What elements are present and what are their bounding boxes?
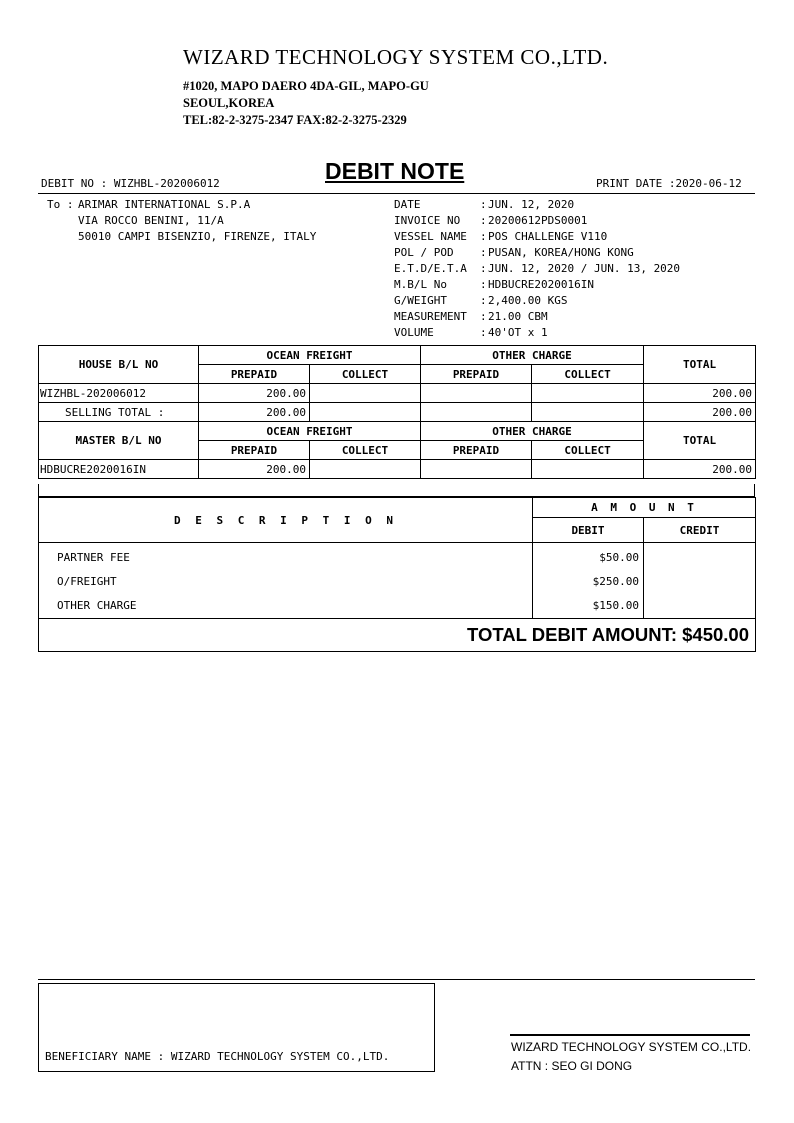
- master-bl-header: MASTER B/L NO: [39, 422, 199, 460]
- house-bl-header: HOUSE B/L NO: [39, 346, 199, 384]
- debit-number: DEBIT NO : WIZHBL-202006012: [41, 177, 220, 190]
- detail-colon: :: [480, 278, 487, 291]
- ocean-freight-collect: [310, 460, 421, 479]
- detail-value-date: JUN. 12, 2020: [488, 198, 575, 211]
- table-spacer: [38, 484, 755, 497]
- amount-header: A M O U N T: [533, 498, 756, 518]
- prepaid-header: PREPAID: [421, 365, 532, 384]
- charge-descriptions: [39, 543, 533, 619]
- detail-colon: :: [480, 262, 487, 275]
- charge-credits: [644, 543, 756, 619]
- detail-label-measurement: MEASUREMENT: [394, 310, 467, 323]
- debit-header: DEBIT: [533, 518, 644, 543]
- ocean-freight-prepaid: 200.00: [199, 460, 310, 479]
- prepaid-header: PREPAID: [199, 441, 310, 460]
- detail-label-date: DATE: [394, 198, 421, 211]
- recipient-address-line-2: 50010 CAMPI BISENZIO, FIRENZE, ITALY: [78, 230, 317, 243]
- collect-header: COLLECT: [532, 365, 644, 384]
- row-total: 200.00: [644, 460, 756, 479]
- selling-total-total: 200.00: [644, 403, 756, 422]
- prepaid-header: PREPAID: [199, 365, 310, 384]
- detail-value-weight: 2,400.00 KGS: [488, 294, 568, 307]
- charge-item-description: O/FREIGHT: [57, 575, 117, 588]
- detail-colon: :: [480, 246, 487, 259]
- detail-label-volume: VOLUME: [394, 326, 434, 339]
- detail-label-weight: G/WEIGHT: [394, 294, 447, 307]
- collect-header: COLLECT: [310, 365, 421, 384]
- description-header: D E S C R I P T I O N: [39, 498, 533, 543]
- detail-colon: :: [480, 230, 487, 243]
- to-label: To :: [47, 198, 74, 211]
- selling-total-ocean-collect: [310, 403, 421, 422]
- beneficiary-name: BENEFICIARY NAME : WIZARD TECHNOLOGY SYSTEM CO.,LTD.: [45, 1050, 390, 1063]
- header-divider: [38, 193, 755, 194]
- detail-colon: :: [480, 198, 487, 211]
- recipient-address-line-1: VIA ROCCO BENINI, 11/A: [78, 214, 224, 227]
- selling-total-other-prepaid: [421, 403, 532, 422]
- company-contact: TEL:82-2-3275-2347 FAX:82-2-3275-2329: [183, 113, 407, 127]
- detail-label-mbl: M.B/L No: [394, 278, 447, 291]
- ocean-freight-prepaid: 200.00: [199, 384, 310, 403]
- charges-table: [38, 497, 756, 652]
- other-charge-header: OTHER CHARGE: [421, 422, 644, 441]
- other-charge-collect: [532, 384, 644, 403]
- table-row: [39, 460, 756, 479]
- signatory-company: WIZARD TECHNOLOGY SYSTEM CO.,LTD.: [511, 1040, 752, 1054]
- signatory-attn: ATTN : SEO GI DONG: [511, 1059, 633, 1073]
- other-charge-prepaid: [421, 384, 532, 403]
- selling-total-other-collect: [532, 403, 644, 422]
- total-debit-amount: TOTAL DEBIT AMOUNT: $450.00: [39, 619, 756, 652]
- total-header: TOTAL: [644, 422, 756, 460]
- detail-value-volume: 40'OT x 1: [488, 326, 548, 339]
- other-charge-header: OTHER CHARGE: [421, 346, 644, 365]
- detail-value-vessel: POS CHALLENGE V110: [488, 230, 608, 243]
- ocean-freight-collect: [310, 384, 421, 403]
- recipient-name: ARIMAR INTERNATIONAL S.P.A: [78, 198, 251, 211]
- detail-value-measurement: 21.00 CBM: [488, 310, 548, 323]
- detail-label-etd-eta: E.T.D/E.T.A: [394, 262, 467, 275]
- other-charge-collect: [532, 460, 644, 479]
- table-row: [39, 403, 756, 422]
- print-date: PRINT DATE :2020-06-12: [596, 177, 742, 190]
- charge-item-debit: $150.00: [592, 599, 639, 612]
- other-charge-prepaid: [421, 460, 532, 479]
- credit-header: CREDIT: [644, 518, 756, 543]
- detail-label-pol-pod: POL / POD: [394, 246, 454, 259]
- detail-label-invoice: INVOICE NO: [394, 214, 461, 227]
- collect-header: COLLECT: [310, 441, 421, 460]
- detail-value-etd-eta: JUN. 12, 2020 / JUN. 13, 2020: [488, 262, 681, 275]
- house-bl-number: WIZHBL-202006012: [39, 384, 199, 403]
- detail-value-pol-pod: PUSAN, KOREA/HONG KONG: [488, 246, 634, 259]
- selling-total-label: SELLING TOTAL :: [39, 403, 199, 422]
- table-row: [39, 384, 756, 403]
- detail-value-mbl: HDBUCRE2020016IN: [488, 278, 594, 291]
- detail-colon: :: [480, 326, 487, 339]
- company-address-line-2: SEOUL,KOREA: [183, 96, 275, 110]
- company-name: WIZARD TECHNOLOGY SYSTEM CO.,LTD.: [183, 45, 609, 69]
- collect-header: COLLECT: [532, 441, 644, 460]
- document-title: DEBIT NOTE: [325, 158, 465, 184]
- master-bl-number: HDBUCRE2020016IN: [39, 460, 199, 479]
- ocean-freight-header: OCEAN FREIGHT: [199, 346, 421, 365]
- footer-divider: [38, 979, 755, 980]
- charge-item-debit: $250.00: [592, 575, 639, 588]
- charge-item-debit: $50.00: [599, 551, 639, 564]
- charges-body: [39, 543, 756, 619]
- detail-label-vessel: VESSEL NAME: [394, 230, 467, 243]
- signature-line: [510, 1034, 750, 1036]
- detail-value-invoice: 20200612PDS0001: [488, 214, 588, 227]
- prepaid-header: PREPAID: [421, 441, 532, 460]
- ocean-freight-header: OCEAN FREIGHT: [199, 422, 421, 441]
- company-address-line-1: #1020, MAPO DAERO 4DA-GIL, MAPO-GU: [183, 79, 429, 93]
- charge-item-description: OTHER CHARGE: [57, 599, 137, 612]
- row-total: 200.00: [644, 384, 756, 403]
- detail-colon: :: [480, 214, 487, 227]
- total-header: TOTAL: [644, 346, 756, 384]
- freight-table: [38, 345, 756, 479]
- detail-colon: :: [480, 310, 487, 323]
- detail-colon: :: [480, 294, 487, 307]
- charge-debits: [533, 543, 644, 619]
- selling-total-ocean-prepaid: 200.00: [199, 403, 310, 422]
- charge-item-description: PARTNER FEE: [57, 551, 130, 564]
